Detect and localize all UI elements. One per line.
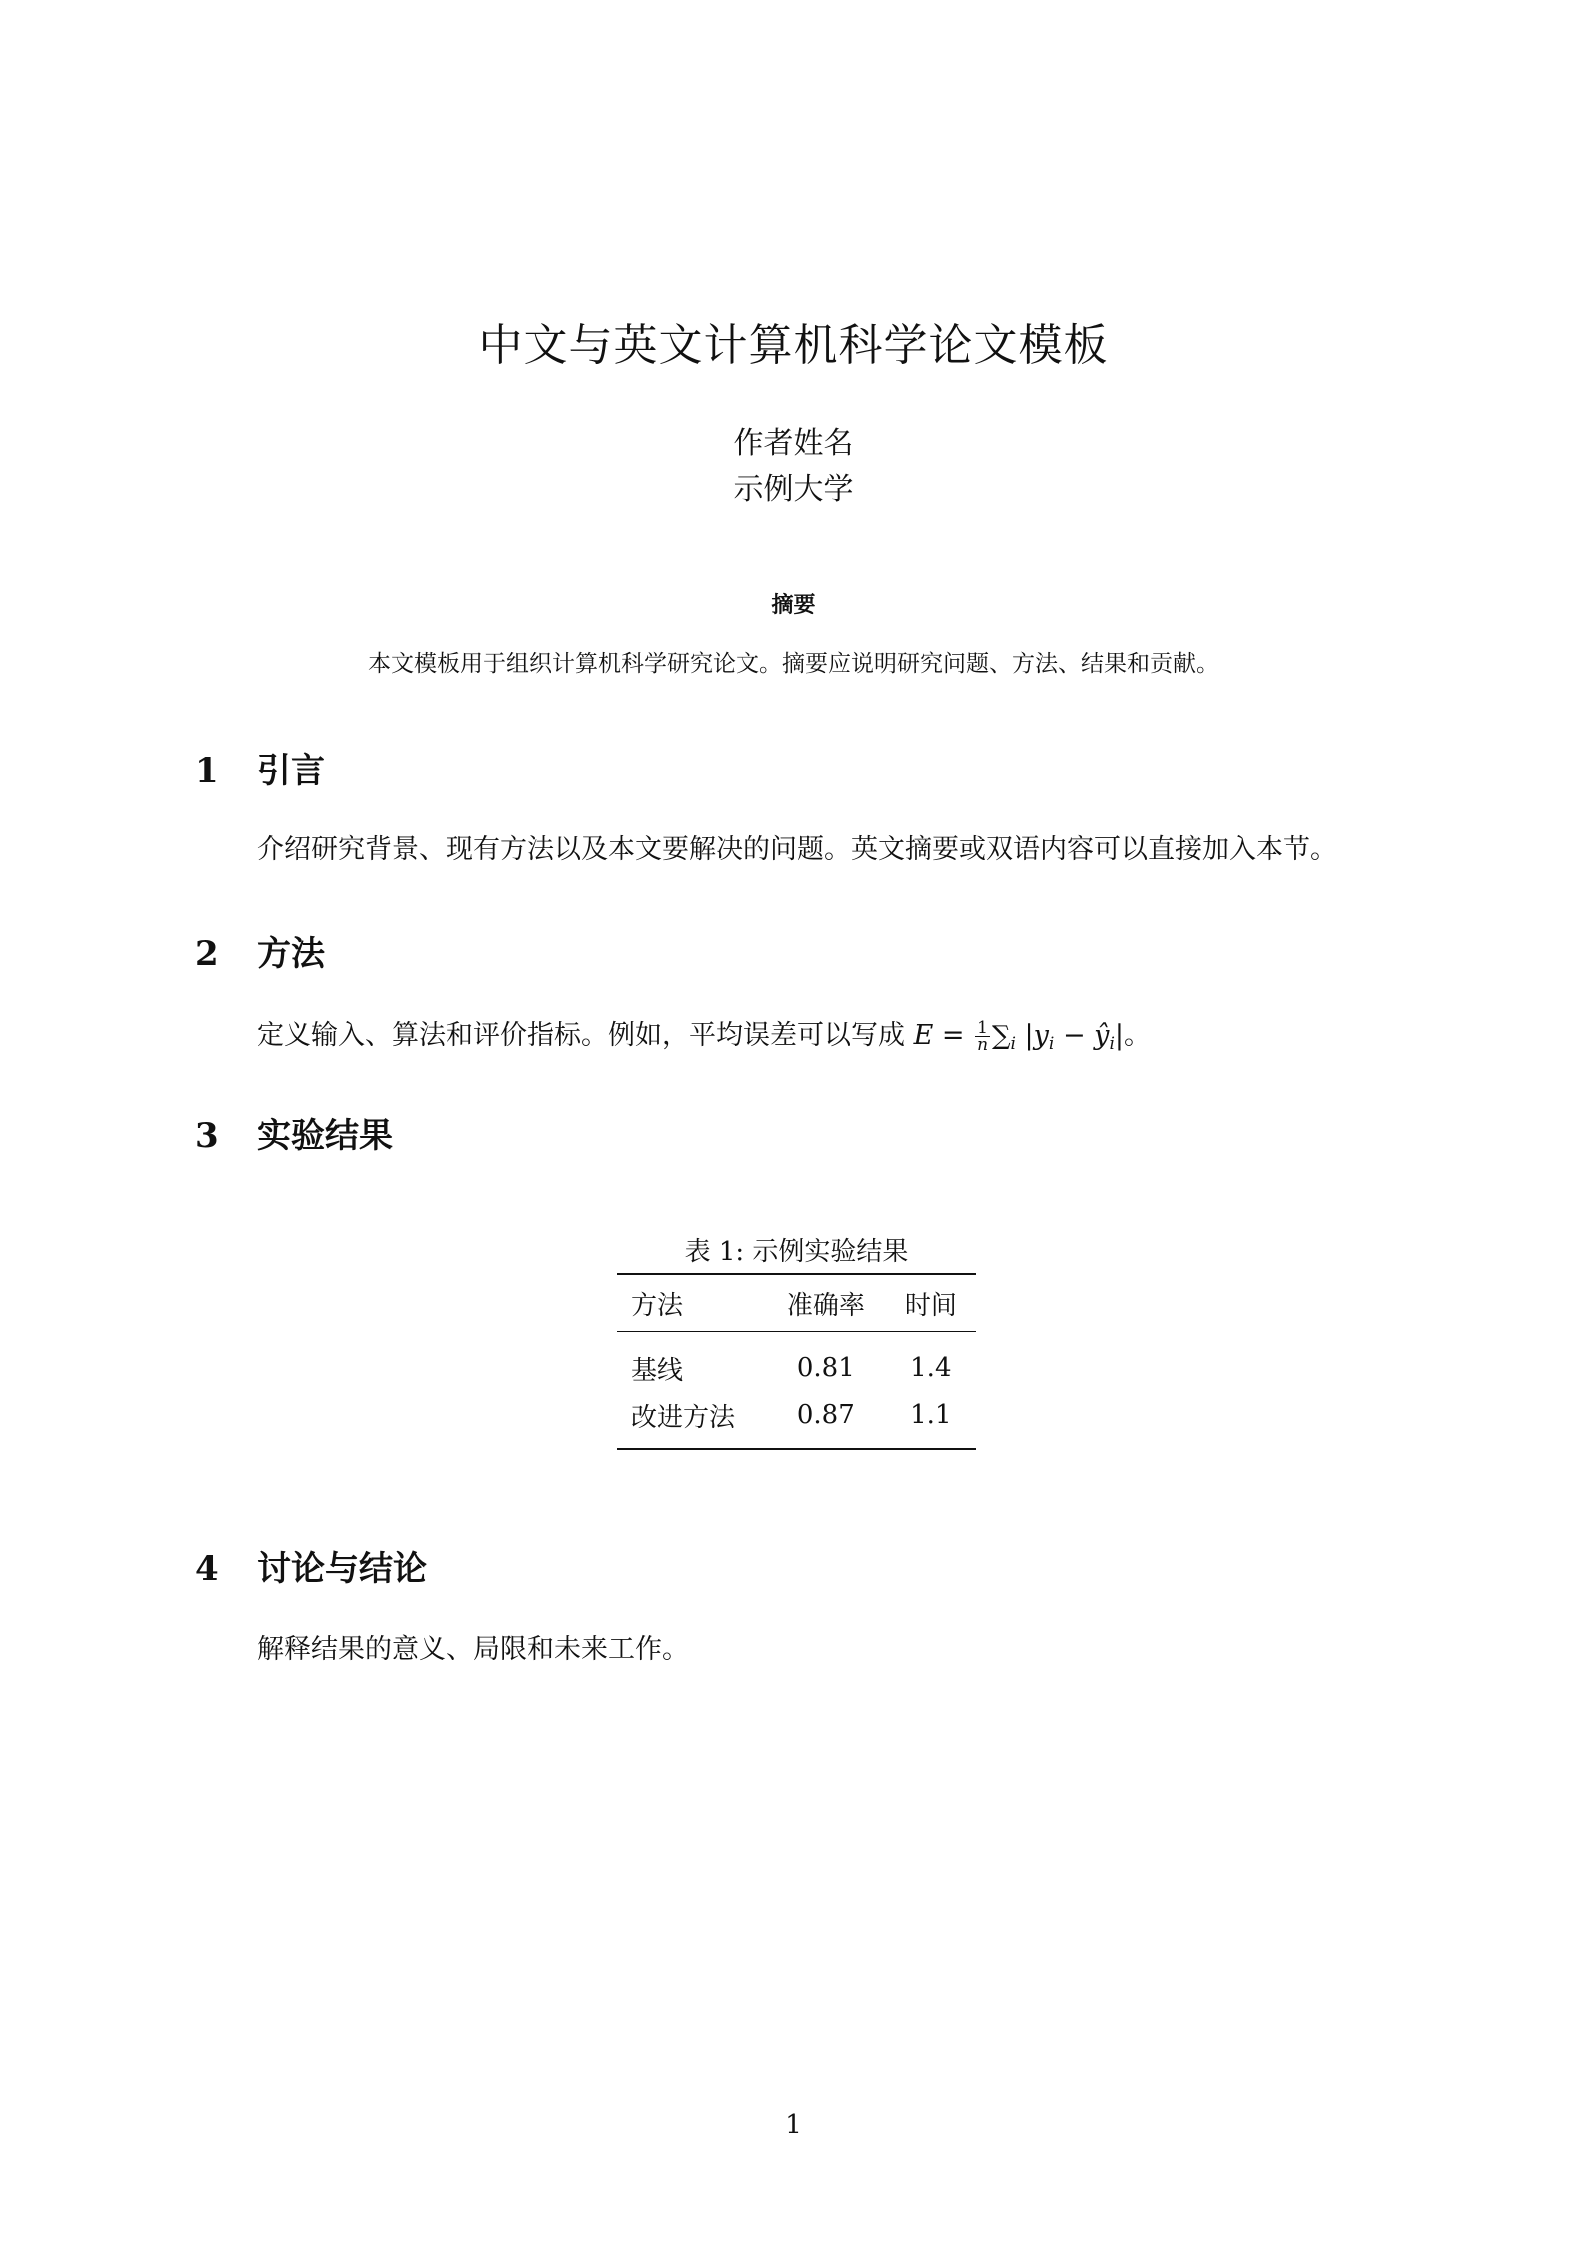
section-heading-2 [195,932,325,976]
cell-accuracy: 0.81 [796,1353,855,1383]
formula-fraction [975,1020,990,1053]
sum-symbol: ∑ [991,1021,1011,1051]
abstract-text: 本文模板用于组织计算机科学研究论文。摘要应说明研究问题、方法、结果和贡献。 [368,651,1219,677]
section-title: 讨论与结论 [257,1549,427,1589]
cell-time: 1.1 [910,1400,952,1430]
cell-method: 改进方法 [631,1402,736,1433]
table-row [617,1392,976,1449]
header-time: 时间 [904,1290,957,1321]
section-2-paragraph [257,1018,1151,1062]
cell-time: 1.4 [910,1353,952,1383]
section-number: 2 [195,934,219,974]
section-number: 3 [195,1116,219,1156]
results-table [617,1273,976,1450]
formula-yhat-subscript: i [1109,1034,1115,1054]
section-4-paragraph: 解释结果的意义、局限和未来工作。 [257,1634,689,1665]
formula-end-punct: 。 [1123,1020,1151,1051]
sum-subscript: i [1010,1034,1016,1054]
abstract-heading: 摘要 [771,592,816,618]
table-header-row [617,1274,976,1332]
paragraph-text: 定义输入、算法和评价指标。例如，平均误差可以写成 [257,1020,905,1051]
table-caption: 表 1: 示例实验结果 [684,1237,909,1267]
abs-close: | [1114,1020,1124,1051]
section-title: 方法 [257,934,325,974]
header-accuracy: 准确率 [786,1290,865,1321]
cell-method: 基线 [631,1355,684,1386]
table-row [617,1332,976,1393]
formula-equals: = [941,1020,965,1051]
formula-y-subscript: i [1048,1034,1055,1054]
section-heading-1 [195,749,325,793]
section-heading-3 [195,1114,393,1158]
fraction-numerator: 1 [977,1018,988,1038]
results-table-block [617,1235,976,1450]
section-number: 1 [195,751,219,791]
affiliation: 示例大学 [733,472,854,507]
abs-open: | [1024,1020,1034,1051]
section-title: 引言 [257,751,325,791]
formula-yhat: ŷ [1094,1020,1110,1051]
section-heading-4 [195,1547,427,1591]
paper-title: 中文与英文计算机科学论文模板 [478,320,1109,371]
cell-accuracy: 0.87 [796,1400,855,1430]
section-1-paragraph: 介绍研究背景、现有方法以及本文要解决的问题。英文摘要或双语内容可以直接加入本节。 [257,834,1337,865]
section-number: 4 [195,1549,219,1589]
page-number: 1 [785,2110,802,2140]
author-name: 作者姓名 [733,426,854,461]
formula-lhs: E [913,1020,934,1051]
header-method: 方法 [631,1290,684,1321]
formula-minus: − [1062,1020,1086,1051]
section-title: 实验结果 [257,1116,393,1156]
mean-error-formula [913,1018,1151,1055]
formula-y: y [1033,1020,1049,1051]
fraction-denominator: n [977,1035,989,1055]
